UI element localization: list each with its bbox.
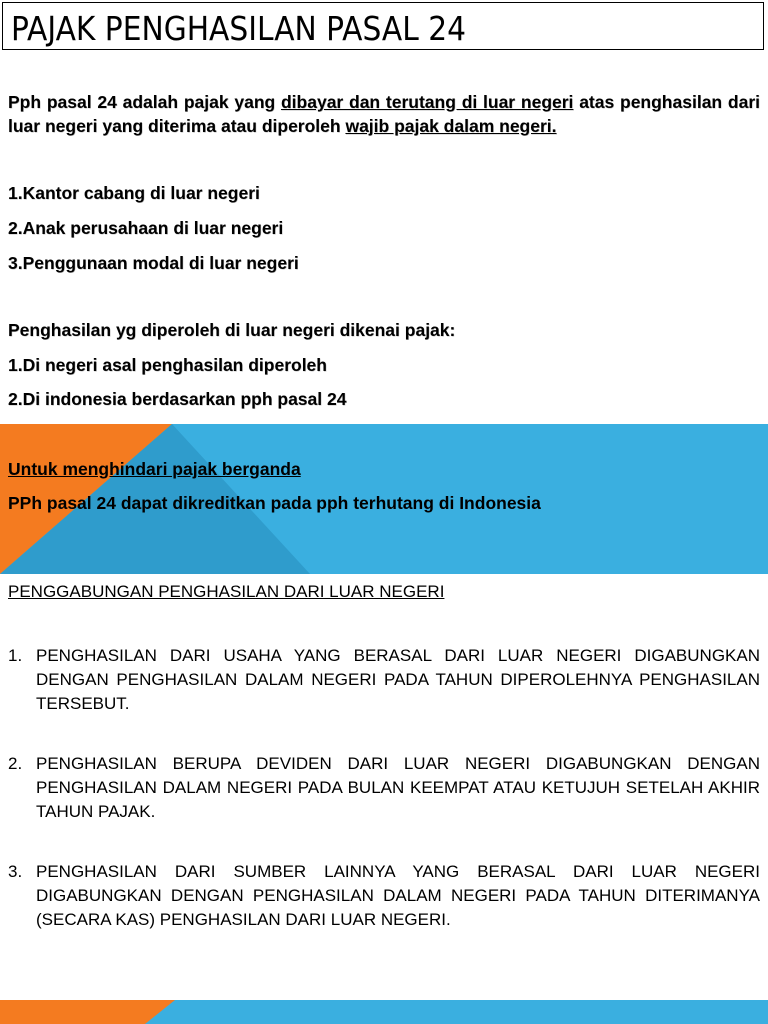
- page-title: PAJAK PENGHASILAN PASAL 24: [11, 9, 467, 48]
- section3-item: [8, 752, 760, 824]
- band-heading: Untuk menghindari pajak berganda: [8, 459, 301, 479]
- section2-item: 1.Di negeri asal penghasilan diperoleh: [8, 355, 327, 375]
- item-number: 2.: [8, 754, 23, 773]
- list1-item: 3.Penggunaan modal di luar negeri: [8, 253, 299, 273]
- item-text: PENGHASILAN DARI SUMBER LAINNYA YANG BERASAL DARI LUAR NEGERI DIGABUNGKAN DENGAN PENGHASILAN DALAM NEGERI PADA TAHUN DITERIMANYA (SECARA KAS) PENGHASILAN DARI LUAR NEGERI.: [36, 862, 760, 929]
- intro-underline-2: wajib pajak dalam negeri.: [345, 116, 557, 136]
- intro-underline-1: dibayar dan terutang di luar negeri: [280, 92, 574, 112]
- list1-item: 2.Anak perusahaan di luar negeri: [8, 218, 284, 238]
- bottom-band-orange: [0, 1000, 175, 1024]
- band-text: PPh pasal 24 dapat dikreditkan pada pph terhutang di Indonesia: [8, 493, 541, 513]
- intro-text-start: Pph pasal 24 adalah pajak yang: [8, 92, 281, 112]
- list1-item: 1.Kantor cabang di luar negeri: [8, 183, 260, 203]
- title-box: [2, 2, 764, 50]
- item-number: 1.: [8, 646, 23, 665]
- intro-paragraph: [8, 90, 760, 138]
- item-number: 3.: [8, 862, 23, 881]
- highlight-band: [0, 424, 768, 574]
- intro-text-middle: atas penghasilan dari luar negeri yang diterima atau diperoleh: [8, 92, 760, 136]
- section2-item: 2.Di indonesia berdasarkan pph pasal 24: [8, 389, 347, 409]
- section3-item: [8, 644, 760, 716]
- item-text: PENGHASILAN DARI USAHA YANG BERASAL DARI LUAR NEGERI DIGABUNGKAN DENGAN PENGHASILAN DALAM NEGERI PADA TAHUN DIPEROLEHNYA PENGHASILAN TERSEBUT.: [36, 646, 760, 713]
- section3-item: [8, 860, 760, 932]
- section3-heading: PENGGABUNGAN PENGHASILAN DARI LUAR NEGERI: [8, 582, 445, 601]
- bottom-band: [0, 1000, 768, 1024]
- section2-heading: Penghasilan yg diperoleh di luar negeri dikenai pajak:: [8, 320, 456, 340]
- item-text: PENGHASILAN BERUPA DEVIDEN DARI LUAR NEGERI DIGABUNGKAN DENGAN PENGHASILAN DALAM NEGERI PADA BULAN KEEMPAT ATAU KETUJUH SETELAH AKHIR TAHUN PAJAK.: [36, 754, 760, 821]
- bottom-band-graphic: [0, 1000, 768, 1024]
